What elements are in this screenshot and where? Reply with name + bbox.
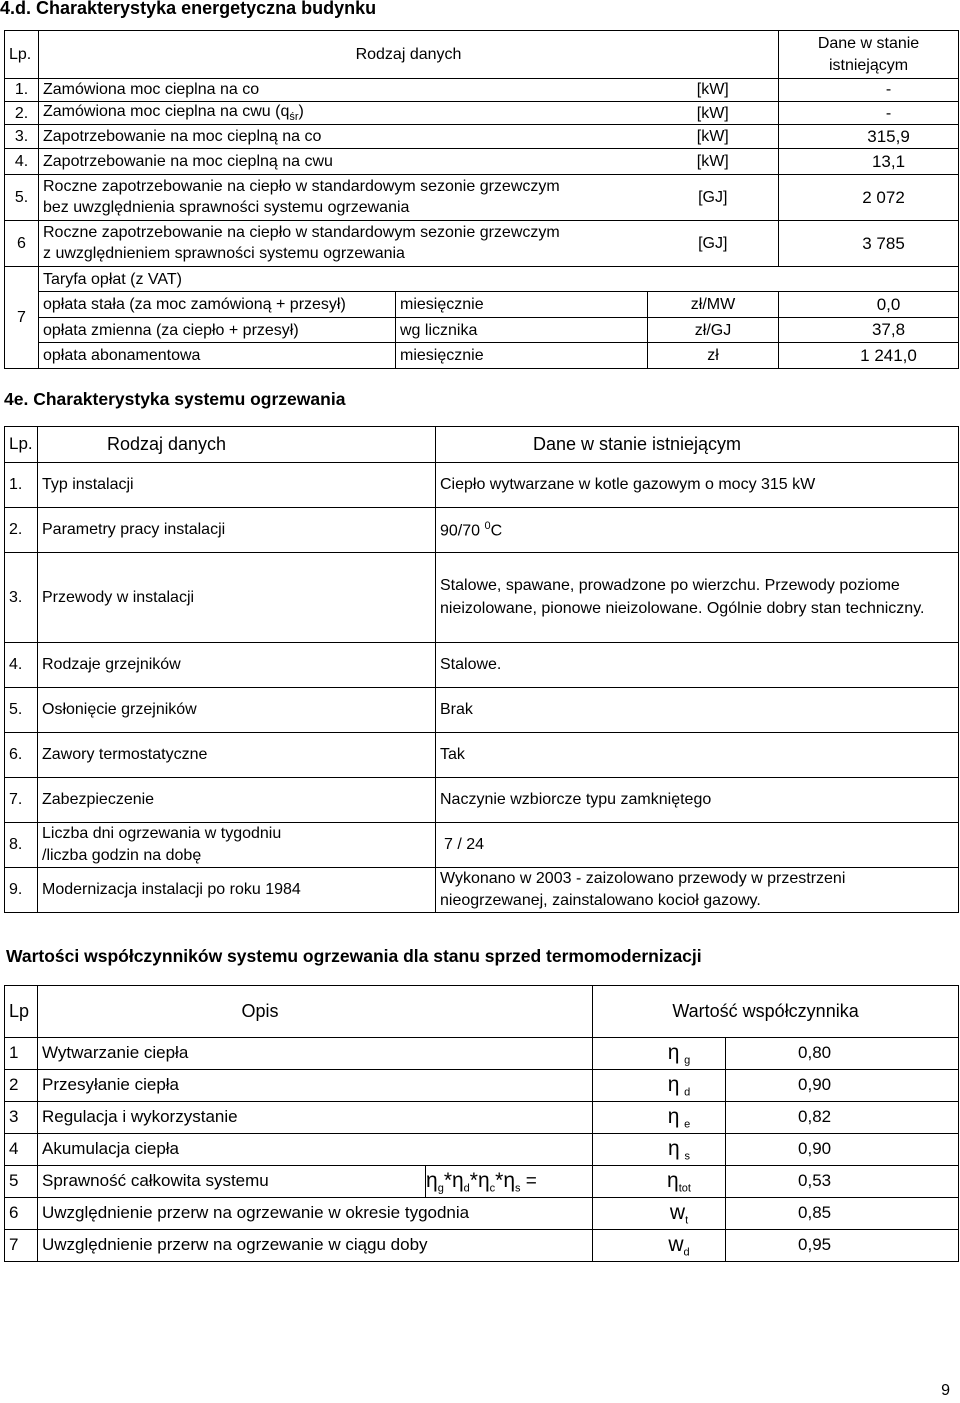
tariff-title-row bbox=[5, 267, 959, 292]
energy-characteristics-table bbox=[4, 30, 959, 369]
row-desc bbox=[39, 102, 648, 125]
row-name-line1: Liczba dni ogrzewania w tygodniu bbox=[42, 825, 282, 843]
tariff-value: 0,0 bbox=[779, 292, 959, 318]
row-symbol bbox=[593, 1198, 726, 1230]
row-lp: 7. bbox=[5, 778, 38, 823]
row-name: Typ instalacji bbox=[38, 463, 436, 508]
header-lp: Lp. bbox=[5, 427, 38, 463]
row-desc bbox=[39, 221, 648, 267]
formula-eta: η bbox=[426, 1168, 438, 1192]
symbol-sub: s bbox=[684, 1150, 690, 1163]
symbol-char: w bbox=[669, 1200, 686, 1224]
row-lp: 4. bbox=[5, 149, 39, 175]
section-heading-4d: 4.d. Charakterystyka energetyczna budynku bbox=[0, 0, 377, 18]
symbol-sub: d bbox=[683, 1246, 690, 1259]
tariff-title: Taryfa opłat (z VAT) bbox=[39, 267, 959, 292]
symbol-char: η bbox=[667, 1104, 680, 1128]
symbol-char: η bbox=[668, 1136, 680, 1160]
table-row bbox=[5, 643, 959, 688]
table-row bbox=[5, 149, 959, 175]
table-row bbox=[5, 1038, 959, 1070]
formula-eta: *η bbox=[443, 1168, 464, 1192]
table-row bbox=[5, 1198, 959, 1230]
symbol-sub: tot bbox=[678, 1182, 691, 1195]
table-row bbox=[5, 221, 959, 267]
table-row bbox=[5, 868, 959, 913]
table-row bbox=[5, 79, 959, 102]
tariff-frequency: wg licznika bbox=[396, 318, 648, 343]
table-row bbox=[5, 1230, 959, 1262]
tariff-row bbox=[5, 343, 959, 369]
row-lp: 4. bbox=[5, 643, 38, 688]
row-symbol bbox=[593, 1166, 726, 1198]
row-value: 2 072 bbox=[779, 175, 959, 221]
formula-eta: *η bbox=[495, 1168, 516, 1192]
row-value: 0,80 bbox=[726, 1038, 959, 1070]
row-name: Zabezpieczenie bbox=[38, 778, 436, 823]
symbol-sub: t bbox=[685, 1214, 689, 1227]
row-symbol bbox=[593, 1070, 726, 1102]
formula-sub: s bbox=[515, 1182, 521, 1195]
row-value: 0,95 bbox=[726, 1230, 959, 1262]
symbol-char: η bbox=[667, 1072, 680, 1096]
row-unit: [GJ] bbox=[648, 221, 779, 267]
tariff-row bbox=[5, 292, 959, 318]
row-desc: Zamówiona moc cieplna na co bbox=[39, 79, 648, 102]
row-opis: Uwzględnienie przerw na ogrzewanie w ciągu doby bbox=[38, 1230, 593, 1262]
row-value: 3 785 bbox=[779, 221, 959, 267]
tariff-frequency: miesięcznie bbox=[396, 292, 648, 318]
table-header-row bbox=[5, 31, 959, 79]
row-lp: 2. bbox=[5, 508, 38, 553]
symbol-sub: g bbox=[684, 1054, 691, 1067]
row-lp: 4 bbox=[5, 1134, 38, 1166]
row-lp: 5. bbox=[5, 175, 39, 221]
row-name: Modernizacja instalacji po roku 1984 bbox=[38, 868, 436, 913]
page-number: 9 bbox=[941, 1382, 950, 1399]
row-opis: Przesyłanie ciepła bbox=[38, 1070, 593, 1102]
table-row bbox=[5, 463, 959, 508]
row-value: - bbox=[779, 79, 959, 102]
header-wartosc: Wartość współczynnika bbox=[593, 986, 959, 1038]
row-desc: Zapotrzebowanie na moc cieplną na cwu bbox=[39, 149, 648, 175]
row-name bbox=[38, 823, 436, 868]
row-unit: [kW] bbox=[648, 79, 779, 102]
row-value-unit: C bbox=[490, 522, 503, 540]
row-value bbox=[436, 508, 959, 553]
formula-sub: g bbox=[437, 1182, 444, 1195]
row-name: Zawory termostatyczne bbox=[38, 733, 436, 778]
heating-system-table bbox=[4, 426, 959, 913]
row-lp: 9. bbox=[5, 868, 38, 913]
row-lp: 6 bbox=[5, 1198, 38, 1230]
total-formula bbox=[426, 1166, 593, 1198]
row-lp: 5 bbox=[5, 1166, 38, 1198]
row-value-text: 90/70 bbox=[440, 522, 485, 540]
tariff-unit: zł bbox=[648, 343, 779, 369]
row-symbol bbox=[593, 1134, 726, 1166]
row-value: Stalowe. bbox=[436, 643, 959, 688]
row-value: Wykonano w 2003 - zaizolowano przewody w przestrzeni nieogrzewanej, zainstalowano kocioł gazowy. bbox=[436, 868, 959, 913]
row-lp: 6 bbox=[5, 221, 39, 267]
row-value: 0,90 bbox=[726, 1134, 959, 1166]
row-name: Osłonięcie grzejników bbox=[38, 688, 436, 733]
tariff-name: opłata stała (za moc zamówioną + przesył) bbox=[39, 292, 396, 318]
row-symbol bbox=[593, 1102, 726, 1134]
symbol-char: w bbox=[668, 1232, 684, 1256]
table-header-row bbox=[5, 427, 959, 463]
symbol-sub: e bbox=[684, 1118, 691, 1131]
table-row bbox=[5, 553, 959, 643]
row-opis: Akumulacja ciepła bbox=[38, 1134, 593, 1166]
row-lp: 7 bbox=[5, 267, 39, 369]
row-desc-line2: bez uwzględnienia sprawności systemu ogrzewania bbox=[43, 198, 410, 216]
row-opis: Uwzględnienie przerw na ogrzewanie w okresie tygodnia bbox=[38, 1198, 593, 1230]
table-row bbox=[5, 1134, 959, 1166]
row-desc: Zapotrzebowanie na moc cieplną na co bbox=[39, 125, 648, 149]
row-lp: 2. bbox=[5, 102, 39, 125]
row-unit: [kW] bbox=[648, 149, 779, 175]
row-opis: Sprawność całkowita systemu bbox=[38, 1166, 426, 1198]
row-value: Naczynie wzbiorcze typu zamkniętego bbox=[436, 778, 959, 823]
coefficients-table bbox=[4, 985, 959, 1262]
row-lp: 3 bbox=[5, 1102, 38, 1134]
row-value: 0,90 bbox=[726, 1070, 959, 1102]
row-symbol bbox=[593, 1230, 726, 1262]
row-unit: [GJ] bbox=[648, 175, 779, 221]
tariff-value: 37,8 bbox=[779, 318, 959, 343]
tariff-frequency: miesięcznie bbox=[396, 343, 648, 369]
tariff-unit: zł/GJ bbox=[648, 318, 779, 343]
row-lp: 6. bbox=[5, 733, 38, 778]
row-desc-text: Zamówiona moc cieplna na cwu (q bbox=[43, 103, 290, 120]
tariff-name: opłata zmienna (za ciepło + przesył) bbox=[39, 318, 396, 343]
table-row bbox=[5, 823, 959, 868]
symbol-char: η bbox=[667, 1040, 680, 1064]
row-opis: Wytwarzanie ciepła bbox=[38, 1038, 593, 1070]
row-lp: 1. bbox=[5, 463, 38, 508]
table-row bbox=[5, 1166, 959, 1198]
row-lp: 3. bbox=[5, 553, 38, 643]
row-name-line2: /liczba godzin na dobę bbox=[42, 847, 202, 864]
row-value: 0,82 bbox=[726, 1102, 959, 1134]
row-value: Ciepło wytwarzane w kotle gazowym o mocy 315 kW bbox=[436, 463, 959, 508]
section-heading-coefficients: Wartości współczynników systemu ogrzewania dla stanu sprzed termomodernizacji bbox=[6, 946, 702, 966]
header-opis: Opis bbox=[38, 986, 593, 1038]
tariff-unit: zł/MW bbox=[648, 292, 779, 318]
formula-equals: = bbox=[520, 1170, 537, 1192]
row-desc-line1: Roczne zapotrzebowanie na ciepło w standardowym sezonie grzewczym bbox=[43, 224, 560, 242]
section-heading-4e: 4e. Charakterystyka systemu ogrzewania bbox=[4, 389, 346, 409]
tariff-name: opłata abonamentowa bbox=[39, 343, 396, 369]
row-lp: 8. bbox=[5, 823, 38, 868]
tariff-row bbox=[5, 318, 959, 343]
row-name: Parametry pracy instalacji bbox=[38, 508, 436, 553]
symbol-sub: d bbox=[684, 1086, 691, 1099]
row-lp: 2 bbox=[5, 1070, 38, 1102]
row-unit: [kW] bbox=[648, 102, 779, 125]
header-dane: Dane w stanie istniejącym bbox=[779, 31, 959, 79]
formula-sub: d bbox=[463, 1182, 470, 1195]
row-value: 0,85 bbox=[726, 1198, 959, 1230]
table-row bbox=[5, 102, 959, 125]
row-value: 7 / 24 bbox=[436, 823, 959, 868]
row-desc-text-end: ) bbox=[298, 103, 304, 120]
tariff-value: 1 241,0 bbox=[779, 343, 959, 369]
row-value: Brak bbox=[436, 688, 959, 733]
table-row bbox=[5, 778, 959, 823]
formula-eta: *η bbox=[469, 1168, 490, 1192]
row-value: 315,9 bbox=[779, 125, 959, 149]
table-row bbox=[5, 1070, 959, 1102]
row-lp: 1 bbox=[5, 1038, 38, 1070]
row-desc bbox=[39, 175, 648, 221]
row-name: Przewody w instalacji bbox=[38, 553, 436, 643]
header-lp: Lp. bbox=[5, 31, 39, 79]
row-value: 0,53 bbox=[726, 1166, 959, 1198]
row-value: - bbox=[779, 102, 959, 125]
table-row bbox=[5, 688, 959, 733]
row-lp: 5. bbox=[5, 688, 38, 733]
symbol-char: η bbox=[667, 1168, 679, 1192]
row-symbol bbox=[593, 1038, 726, 1070]
row-value-sup: 0 bbox=[484, 519, 491, 532]
row-lp: 1. bbox=[5, 79, 39, 102]
header-lp: Lp bbox=[5, 986, 38, 1038]
formula-sub: c bbox=[489, 1182, 496, 1195]
row-lp: 3. bbox=[5, 125, 39, 149]
table-header-row bbox=[5, 986, 959, 1038]
row-value: Stalowe, spawane, prowadzone po wierzchu. Przewody poziome nieizolowane, pionowe nieizolowane. Ogólnie dobry stan techniczny. bbox=[436, 553, 959, 643]
table-row bbox=[5, 125, 959, 149]
table-row bbox=[5, 1102, 959, 1134]
row-lp: 7 bbox=[5, 1230, 38, 1262]
row-value: 13,1 bbox=[779, 149, 959, 175]
table-row bbox=[5, 733, 959, 778]
row-desc-line2: z uwzględnieniem sprawności systemu ogrzewania bbox=[43, 244, 405, 262]
table-row bbox=[5, 175, 959, 221]
header-rodzaj-danych: Rodzaj danych bbox=[38, 427, 436, 463]
row-opis: Regulacja i wykorzystanie bbox=[38, 1102, 593, 1134]
header-rodzaj-danych: Rodzaj danych bbox=[39, 31, 779, 79]
row-name: Rodzaje grzejników bbox=[38, 643, 436, 688]
table-row bbox=[5, 508, 959, 553]
row-desc-sub: śr bbox=[289, 111, 299, 124]
header-dane: Dane w stanie istniejącym bbox=[436, 427, 959, 463]
row-desc-line1: Roczne zapotrzebowanie na ciepło w standardowym sezonie grzewczym bbox=[43, 178, 560, 196]
row-unit: [kW] bbox=[648, 125, 779, 149]
row-value: Tak bbox=[436, 733, 959, 778]
